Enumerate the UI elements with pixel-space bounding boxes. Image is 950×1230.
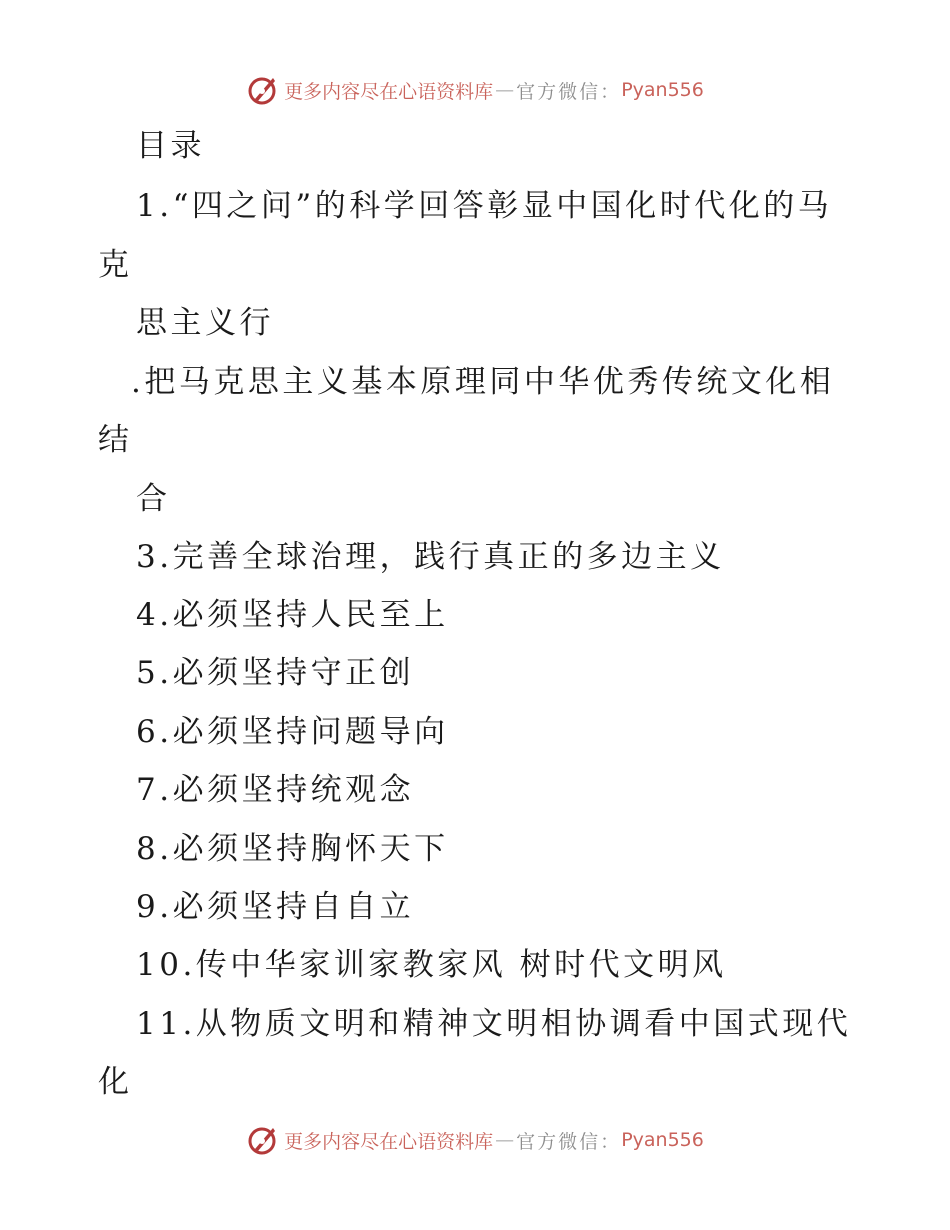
footer-banner	[0, 1120, 950, 1160]
toc-line: 7.必须坚持统观念	[136, 772, 415, 808]
toc-line: .把马克思主义基本原理同中华优秀传统文化相	[131, 364, 835, 400]
header-banner	[0, 70, 950, 110]
toc-line: 3.完善全球治理，践行真正的多边主义	[136, 539, 725, 575]
banner-title: 更多内容尽在心语资料库	[284, 80, 494, 103]
toc-line: 思主义行	[136, 305, 274, 341]
banner-title: 更多内容尽在心语资料库	[284, 1130, 494, 1153]
banner-wechat-label: 官方微信：	[516, 80, 622, 103]
banner-account: Pyan556	[621, 1129, 704, 1151]
quill-pen-logo-icon	[246, 1123, 280, 1157]
toc-line: 1.“四之问”的科学回答彰显中国化时代化的马	[136, 188, 833, 224]
banner-account: Pyan556	[621, 79, 704, 101]
banner-wechat-label: 官方微信：	[516, 1130, 622, 1153]
toc-line: 5.必须坚持守正创	[136, 655, 415, 691]
toc-line: 克	[98, 247, 133, 283]
quill-pen-logo-icon	[246, 73, 280, 107]
banner-separator: —	[495, 79, 515, 101]
toc-line: 6.必须坚持问题导向	[136, 714, 449, 750]
toc-heading: 目录	[136, 128, 205, 164]
toc-line: 结	[98, 422, 133, 458]
toc-line: 4.必须坚持人民至上	[136, 597, 449, 633]
toc-line: 合	[136, 481, 171, 517]
toc-line: 10.传中华家训家教家风 树时代文明风	[136, 947, 727, 983]
toc-line: 11.从物质文明和精神文明相协调看中国式现代	[136, 1006, 852, 1042]
toc-line: 9.必须坚持自自立	[136, 889, 415, 925]
toc-line: 化	[98, 1064, 133, 1100]
toc-line: 8.必须坚持胸怀天下	[136, 831, 449, 867]
banner-separator: —	[495, 1129, 515, 1151]
